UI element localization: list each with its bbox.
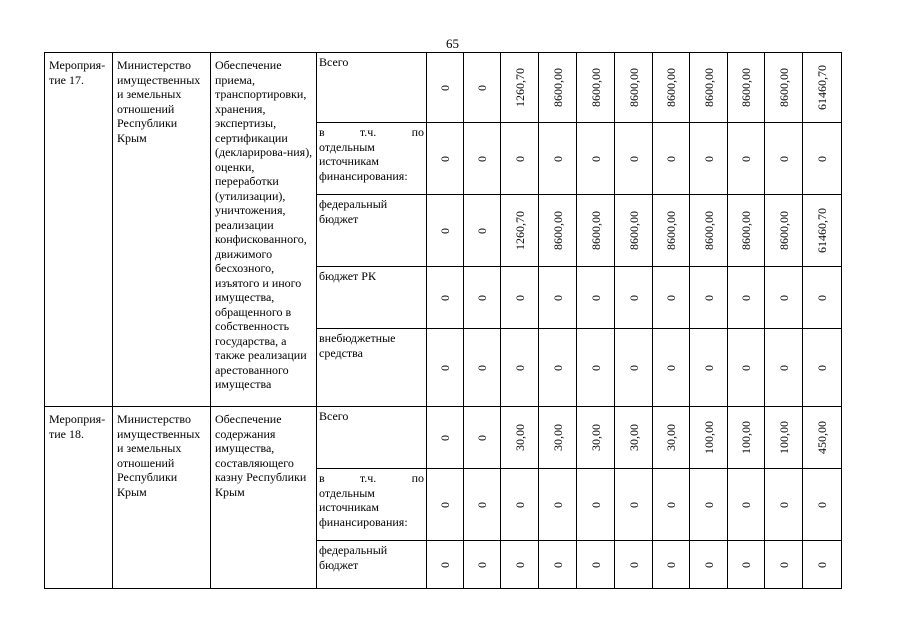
value-text: 0 xyxy=(512,561,527,568)
value-cell xyxy=(803,329,842,407)
value-cell xyxy=(427,541,464,589)
value-text: 8600,00 xyxy=(626,68,641,107)
value-cell xyxy=(690,329,728,407)
value-cell xyxy=(615,195,653,267)
value-text: 0 xyxy=(776,364,791,371)
event-name-cell xyxy=(45,53,113,407)
value-cell xyxy=(464,469,501,541)
value-text: 0 xyxy=(776,155,791,162)
value-cell xyxy=(615,267,653,329)
value-cell xyxy=(427,53,464,123)
value-cell xyxy=(539,329,577,407)
goal-cell xyxy=(211,407,317,589)
value-cell xyxy=(690,195,728,267)
funding-source-cell xyxy=(317,329,427,407)
value-text: 61460,70 xyxy=(815,208,829,253)
funding-source-cell xyxy=(317,407,427,469)
value-text: 30,00 xyxy=(588,424,603,451)
value-cell xyxy=(501,123,539,195)
value-text: 0 xyxy=(776,501,791,508)
value-text: 0 xyxy=(475,294,489,301)
value-cell xyxy=(653,123,690,195)
value-cell xyxy=(577,123,615,195)
value-cell xyxy=(501,407,539,469)
value-text: 8600,00 xyxy=(664,68,678,107)
value-cell xyxy=(539,267,577,329)
value-cell xyxy=(690,407,728,469)
value-text: 100,00 xyxy=(739,421,753,454)
value-cell xyxy=(539,469,577,541)
value-text: 30,00 xyxy=(550,424,565,451)
value-text: 61460,70 xyxy=(815,65,829,110)
value-text: 0 xyxy=(475,501,489,508)
funding-source-cell xyxy=(317,469,427,541)
value-cell xyxy=(765,123,803,195)
goal-cell xyxy=(211,53,317,407)
goal-text: Обеспечение содержания имущества, составляющего казну Республики Крым xyxy=(215,412,307,499)
value-cell xyxy=(690,267,728,329)
value-text: 0 xyxy=(626,501,641,508)
value-cell xyxy=(728,195,765,267)
value-cell xyxy=(728,469,765,541)
event-name-text: Мероприя- тие 18. xyxy=(49,412,106,441)
value-text: 0 xyxy=(626,364,641,371)
funding-source-text-cont: отдельным источникам финансирования: xyxy=(319,485,408,529)
value-text: 8600,00 xyxy=(550,211,565,250)
value-cell xyxy=(803,407,842,469)
value-cell xyxy=(615,469,653,541)
value-cell xyxy=(690,469,728,541)
value-text: 450,00 xyxy=(815,421,829,454)
value-text: 0 xyxy=(776,561,791,568)
value-text: 0 xyxy=(701,294,716,301)
value-cell xyxy=(577,195,615,267)
value-text: 30,00 xyxy=(512,424,527,451)
value-text: 100,00 xyxy=(701,421,716,454)
value-cell xyxy=(501,267,539,329)
value-cell xyxy=(539,53,577,123)
value-text: 0 xyxy=(588,364,603,371)
value-cell xyxy=(653,329,690,407)
value-cell xyxy=(501,329,539,407)
value-cell xyxy=(803,469,842,541)
value-cell xyxy=(728,329,765,407)
value-text: 0 xyxy=(512,501,527,508)
value-text: 0 xyxy=(664,294,678,301)
value-text: 0 xyxy=(626,561,641,568)
funding-source-cell xyxy=(317,53,427,123)
value-cell xyxy=(653,407,690,469)
executor-text: Министерство имущественных и земельных отношений Республики Крым xyxy=(117,58,201,145)
value-cell xyxy=(464,541,501,589)
value-cell xyxy=(653,469,690,541)
value-text: 0 xyxy=(701,364,716,371)
value-text: 0 xyxy=(588,561,603,568)
value-text: 0 xyxy=(438,561,452,568)
value-text: 0 xyxy=(475,364,489,371)
funding-source-text: бюджет РК xyxy=(319,269,376,283)
value-text: 0 xyxy=(701,501,716,508)
value-text: 8600,00 xyxy=(701,68,716,107)
value-cell xyxy=(464,329,501,407)
value-cell xyxy=(690,53,728,123)
value-text: 100,00 xyxy=(776,421,791,454)
value-cell xyxy=(501,541,539,589)
value-cell xyxy=(765,195,803,267)
value-cell xyxy=(615,407,653,469)
value-text: 0 xyxy=(664,561,678,568)
funding-source-text: федеральный бюджет xyxy=(319,197,388,226)
value-cell xyxy=(464,407,501,469)
value-cell xyxy=(653,541,690,589)
value-text: 8600,00 xyxy=(701,211,716,250)
value-text: 0 xyxy=(664,364,678,371)
funding-source-cell xyxy=(317,267,427,329)
value-cell xyxy=(728,407,765,469)
value-text: 0 xyxy=(550,561,565,568)
executor-cell xyxy=(113,407,211,589)
value-text: 0 xyxy=(550,501,565,508)
value-text: 0 xyxy=(512,294,527,301)
value-cell xyxy=(577,541,615,589)
value-cell xyxy=(728,53,765,123)
funding-source-text: федеральный бюджет xyxy=(319,543,388,572)
funding-source-text: Всего xyxy=(319,55,349,69)
value-cell xyxy=(464,53,501,123)
page-number: 65 xyxy=(446,36,459,51)
value-cell xyxy=(765,541,803,589)
value-text: 0 xyxy=(438,227,452,234)
value-text: 0 xyxy=(739,294,753,301)
value-text: 0 xyxy=(550,155,565,162)
value-cell xyxy=(690,123,728,195)
value-cell xyxy=(577,267,615,329)
executor-cell xyxy=(113,53,211,407)
value-text: 8600,00 xyxy=(626,211,641,250)
value-cell xyxy=(501,53,539,123)
value-cell xyxy=(615,123,653,195)
value-text: 0 xyxy=(815,155,829,162)
table-row xyxy=(45,53,842,123)
value-text: 0 xyxy=(550,294,565,301)
value-text: 0 xyxy=(815,501,829,508)
value-cell xyxy=(427,267,464,329)
value-cell xyxy=(653,195,690,267)
executor-text: Министерство имущественных и земельных отношений Республики Крым xyxy=(117,412,201,499)
value-text: 8600,00 xyxy=(739,211,753,250)
value-text: 0 xyxy=(512,155,527,162)
value-cell xyxy=(803,53,842,123)
value-text: 0 xyxy=(475,155,489,162)
value-cell xyxy=(577,407,615,469)
value-text: 0 xyxy=(664,155,678,162)
value-cell xyxy=(803,123,842,195)
value-cell xyxy=(539,195,577,267)
value-text: 0 xyxy=(475,84,489,91)
value-text: 0 xyxy=(438,434,452,441)
value-cell xyxy=(501,469,539,541)
value-cell xyxy=(615,53,653,123)
value-cell xyxy=(427,407,464,469)
value-text: 0 xyxy=(512,364,527,371)
value-cell xyxy=(765,53,803,123)
value-cell xyxy=(765,267,803,329)
funding-source-text: внебюджетные средства xyxy=(319,331,396,360)
value-text: 0 xyxy=(588,155,603,162)
value-text: 0 xyxy=(626,155,641,162)
event-name-text: Мероприя- тие 17. xyxy=(49,58,106,87)
value-text: 0 xyxy=(438,155,452,162)
value-text: 0 xyxy=(438,501,452,508)
table-row xyxy=(45,407,842,469)
value-text: 8600,00 xyxy=(776,68,791,107)
value-cell xyxy=(427,123,464,195)
event-name-cell xyxy=(45,407,113,589)
value-text: 0 xyxy=(815,561,829,568)
funding-source-cell xyxy=(317,123,427,195)
value-cell xyxy=(765,469,803,541)
value-cell xyxy=(464,267,501,329)
value-cell xyxy=(464,195,501,267)
value-cell xyxy=(577,53,615,123)
value-cell xyxy=(427,329,464,407)
value-cell xyxy=(803,267,842,329)
value-text: 30,00 xyxy=(626,424,641,451)
value-cell xyxy=(765,329,803,407)
value-cell xyxy=(653,53,690,123)
value-cell xyxy=(464,123,501,195)
value-text: 8600,00 xyxy=(664,211,678,250)
value-text: 0 xyxy=(475,227,489,234)
value-text: 8600,00 xyxy=(739,68,753,107)
value-cell xyxy=(501,195,539,267)
financing-table xyxy=(44,52,842,589)
value-cell xyxy=(539,407,577,469)
funding-source-text: в т.ч. по xyxy=(319,471,424,485)
value-text: 1260,70 xyxy=(512,211,527,250)
value-cell xyxy=(615,329,653,407)
value-cell xyxy=(653,267,690,329)
value-text: 8600,00 xyxy=(588,211,603,250)
value-text: 0 xyxy=(475,561,489,568)
funding-source-cell xyxy=(317,541,427,589)
value-text: 8600,00 xyxy=(550,68,565,107)
value-cell xyxy=(728,267,765,329)
value-text: 8600,00 xyxy=(776,211,791,250)
value-cell xyxy=(615,541,653,589)
value-text: 0 xyxy=(438,364,452,371)
value-cell xyxy=(803,541,842,589)
value-text: 0 xyxy=(776,294,791,301)
value-text: 0 xyxy=(815,294,829,301)
value-text: 30,00 xyxy=(664,424,678,451)
value-text: 0 xyxy=(588,501,603,508)
funding-source-text: Всего xyxy=(319,409,349,423)
value-text: 0 xyxy=(550,364,565,371)
value-text: 0 xyxy=(739,364,753,371)
value-text: 0 xyxy=(739,155,753,162)
value-text: 8600,00 xyxy=(588,68,603,107)
value-cell xyxy=(765,407,803,469)
value-cell xyxy=(539,123,577,195)
value-cell xyxy=(728,123,765,195)
value-text: 0 xyxy=(588,294,603,301)
value-cell xyxy=(803,195,842,267)
value-text: 0 xyxy=(739,561,753,568)
value-text: 0 xyxy=(475,434,489,441)
value-text: 0 xyxy=(664,501,678,508)
value-text: 1260,70 xyxy=(512,68,527,107)
funding-source-text: в т.ч. по xyxy=(319,125,424,139)
value-text: 0 xyxy=(438,84,452,91)
goal-text: Обеспечение приема, транспортировки, хранения, экспертизы, сертификации (декларирова-ния), оценки, переработки (утилизации), уничтожения, реализации конфискованного, движимого бесхозного, изъятого и иного имущества, обращенного в собственность государства, а также реализации арестованного имущества xyxy=(215,58,313,391)
value-cell xyxy=(427,195,464,267)
value-text: 0 xyxy=(815,364,829,371)
funding-source-text-cont: отдельным источникам финансирования: xyxy=(319,139,408,183)
value-cell xyxy=(690,541,728,589)
value-text: 0 xyxy=(701,561,716,568)
value-cell xyxy=(728,541,765,589)
value-cell xyxy=(539,541,577,589)
value-text: 0 xyxy=(438,294,452,301)
value-cell xyxy=(577,329,615,407)
value-text: 0 xyxy=(701,155,716,162)
value-text: 0 xyxy=(626,294,641,301)
funding-source-cell xyxy=(317,195,427,267)
value-cell xyxy=(427,469,464,541)
value-cell xyxy=(577,469,615,541)
value-text: 0 xyxy=(739,501,753,508)
